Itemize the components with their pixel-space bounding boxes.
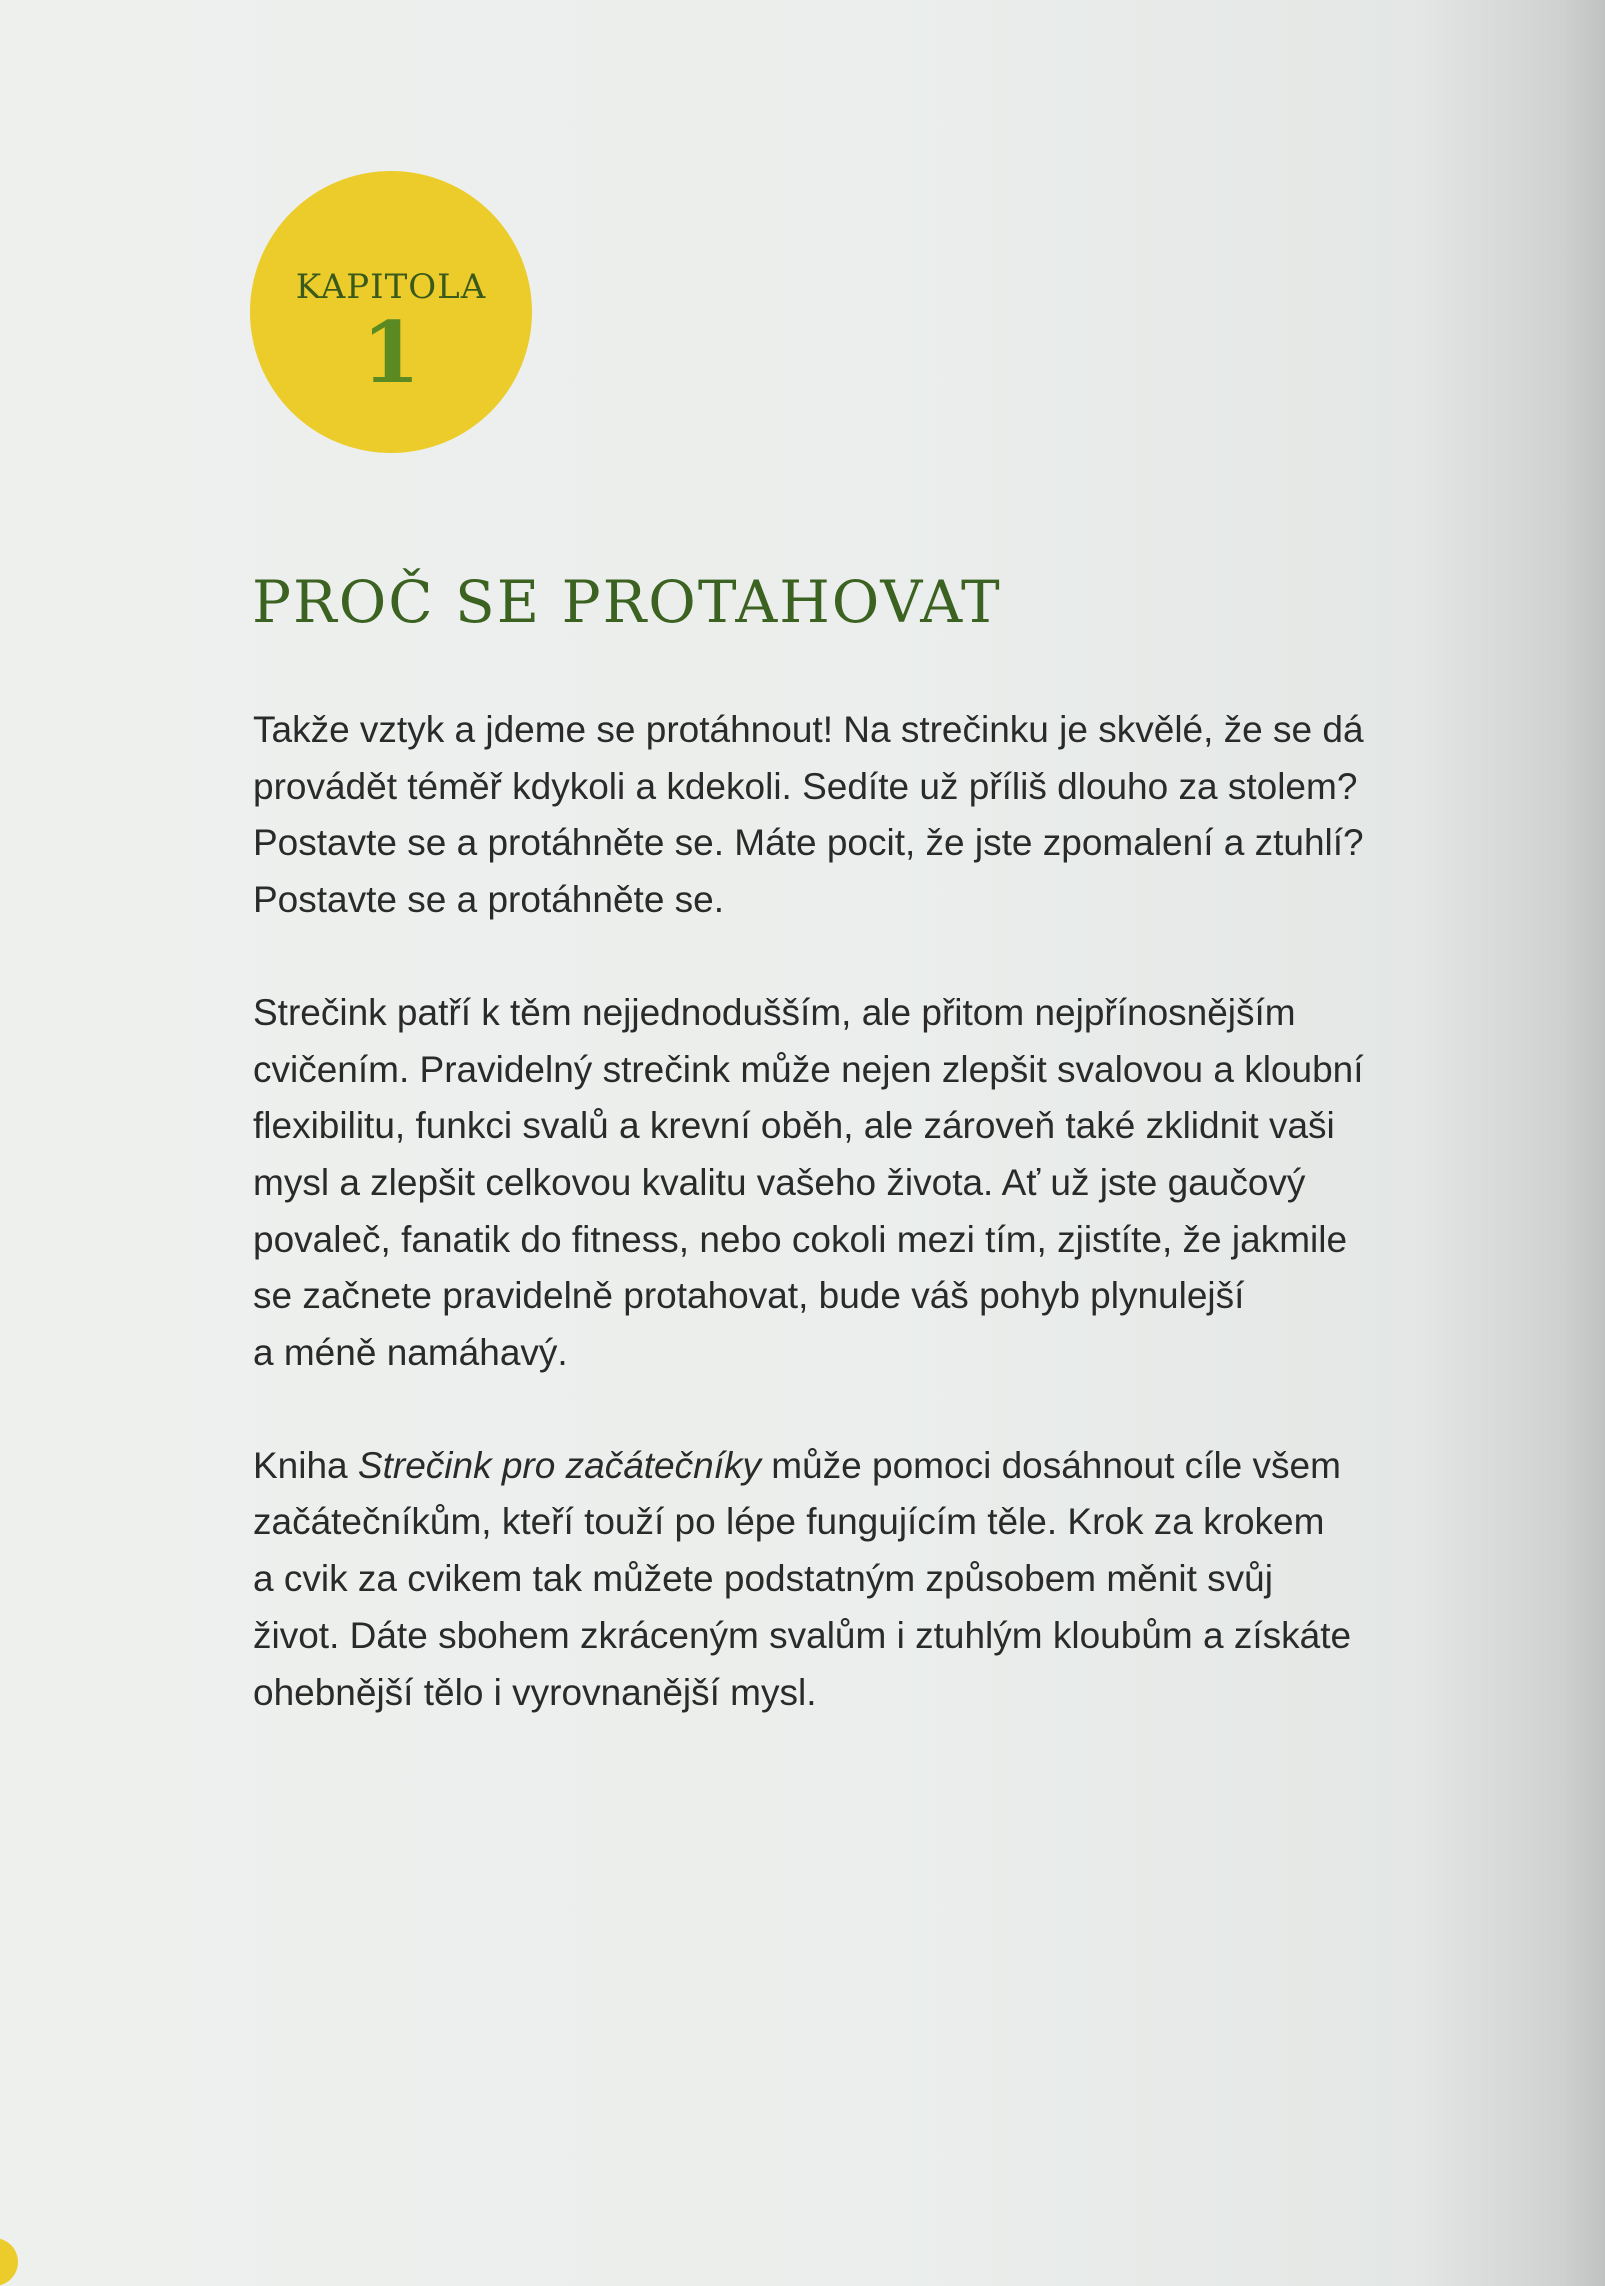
text-line: flexibilitu, funkci svalů a krevní oběh, ale zároveň také zklidnit vaši: [253, 1105, 1335, 1147]
book-title: Strečink pro začátečníky: [357, 1444, 761, 1486]
chapter-badge: [250, 171, 532, 453]
text-fragment: Kniha: [253, 1444, 358, 1486]
text-line: Takže vztyk a jdeme se protáhnout! Na strečinku je skvělé, že se dá: [253, 709, 1364, 750]
text-line: provádět téměř kdykoli a kdekoli. Sedíte už příliš dlouho za stolem?: [253, 765, 1358, 807]
paragraph-1: [253, 702, 1483, 929]
text-fragment: může pomoci dosáhnout cíle všem: [760, 1444, 1341, 1486]
text-line: cvičením. Pravidelný strečink může nejen zlepšit svalovou a kloubní: [253, 1048, 1364, 1090]
text-line: se začnete pravidelně protahovat, bude váš pohyb plynulejší: [253, 1275, 1245, 1317]
text-line: [253, 1438, 1483, 1495]
text-line: a méně namáhavý.: [253, 1332, 568, 1374]
text-line: Postavte se a protáhněte se. Máte pocit, že jste zpomalení a ztuhlí?: [253, 822, 1364, 864]
text-line: mysl a zlepšit celkovou kvalitu vašeho života. Ať už jste gaučový: [253, 1161, 1306, 1203]
text-line: a cvik za cvikem tak můžete podstatným způsobem měnit svůj: [253, 1558, 1273, 1600]
body-text: [253, 702, 1483, 1777]
text-line: začátečníkům, kteří touží po lépe fungujícím těle. Krok za krokem: [253, 1501, 1325, 1543]
text-line: život. Dáte sbohem zkráceným svalům i ztuhlým kloubům a získáte: [253, 1614, 1352, 1656]
page-corner-dot: [0, 2238, 18, 2286]
chapter-label: KAPITOLA: [295, 267, 487, 307]
paragraph-3: [253, 1438, 1483, 1722]
text-line: povaleč, fanatik do fitness, nebo cokoli mezi tím, zjistíte, že jakmile: [253, 1218, 1348, 1260]
chapter-number: 1: [361, 303, 421, 402]
text-line: Strečink patří k těm nejjednodušším, ale přitom nejpřínosnějším: [253, 991, 1296, 1033]
chapter-title: PROČ SE PROTAHOVAT: [252, 568, 1002, 636]
text-line: Postavte se a protáhněte se.: [253, 879, 725, 921]
paragraph-2: [253, 985, 1483, 1382]
text-line: ohebnější tělo i vyrovnanější mysl.: [253, 1671, 817, 1713]
